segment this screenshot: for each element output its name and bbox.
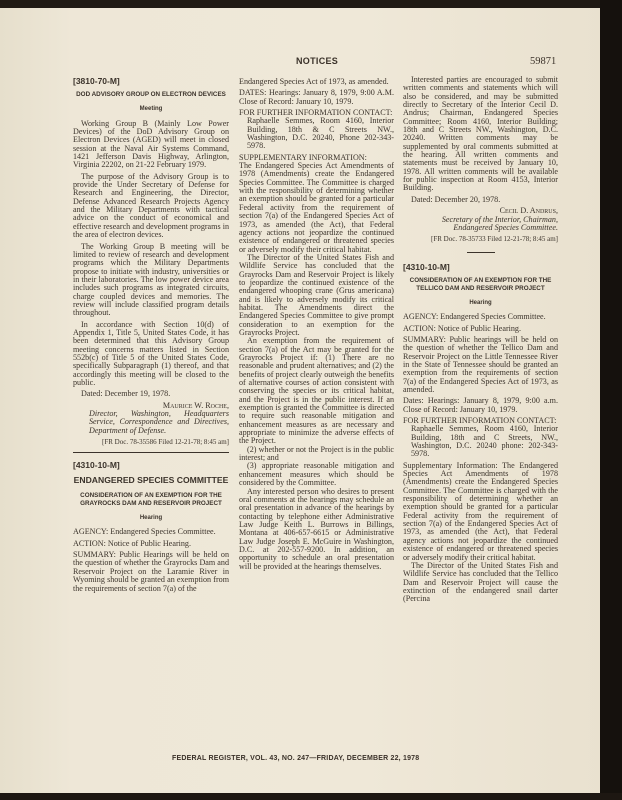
doc-code: [4310-10-M] (73, 460, 120, 471)
paragraph: In accordance with Section 10(d) of Appendix 1, Title 5, United States Code, it has been determined that this Advisory Group meeting concerns matters listed in Section 552b(c) of Title 5 of the United States Code, specifically Subparagraph (1) thereof, and that accordingly this meeting will be closed to the public. (73, 319, 229, 387)
notice-heading: CONSIDERATION OF AN EXEMPTION FOR THE GRAYROCKS DAM AND RESERVOIR PROJECT (80, 492, 222, 508)
action-line: ACTION: Notice of Public Hearing. (73, 538, 192, 548)
paragraph: Endangered Species Act of 1973, as amended. (239, 77, 389, 86)
contact-label: FOR FURTHER INFORMATION CONTACT: (239, 108, 393, 118)
paragraph: Any interested person who desires to present oral comments at the hearings may schedule an oral presentation in advance of the hearings by contacting by telephone either Administrative Law Judge Keith L. Burrows in Billings, Montana at 406-657-6615 or Administrative Law Judge Joseph E. McGuire in Washington, D.C. at 202-557-9200. In addition, an opportunity to schedule an oral presentation will be provided at the hearings themselves. (239, 486, 394, 571)
paragraph: Interested parties are encouraged to submit written comments and statements which will also be considered, and may be submitted directly to Secretary of the Interior Cecil D. Andrus; Chairman, Endangered Species Committee; Room 4160, Interior Building; 18th and C Streets NW., Washington, D.C. 20240. Written comments may be supplemented by oral comments submitted at the hearing. All written comments and statements must be received by January 10, 1978. All written comments will be available for public inspection at Room 4153, Interior Building. (403, 75, 558, 193)
paragraph: (3) appropriate reasonable mitigation and enhancement measures which should be considered by the Committee. (239, 461, 394, 488)
signature-block (403, 207, 558, 232)
running-head: NOTICES (296, 56, 339, 66)
notice-subheading: Hearing (139, 515, 163, 522)
notice-subheading: Meeting (139, 106, 163, 113)
column-3 (403, 76, 558, 604)
section-divider (467, 252, 495, 253)
supplementary-label: SUPPLEMENTARY INFORMATION: (239, 152, 367, 162)
scan-border-bottom (0, 793, 622, 800)
notice-heading: DOD ADVISORY GROUP ON ELECTRON DEVICES (76, 91, 226, 99)
doc-code: [3810-70-M] (73, 76, 120, 86)
page-number: 59871 (530, 56, 557, 67)
summary-paragraph: SUMMARY: Public hearings will be held on the question of whether the Tellico Dam and Reservoir Project on the Little Tennessee River in the State of Tennessee should be granted an exemption from the requirements of section 7(a) of the Endangered Species Act of 1973, as amended. (403, 334, 558, 394)
contact-info: Raphaelle Semmes, Room 4160, Interior Building, 18th and C Streets, NW., Washington, D.C. 20240 phone: 202-343-5978. (411, 424, 558, 459)
column-1 (73, 77, 229, 596)
notice-subheading: Hearing (469, 299, 492, 306)
dates-line: Dates: Hearings: January 8, 1979, 9:00 a.m. Close of Record: January 10, 1979. (403, 396, 558, 414)
section-divider (73, 452, 229, 453)
agency-heading: ENDANGERED SPECIES COMMITTEE (73, 474, 229, 485)
paragraph: The purpose of the Advisory Group is to provide the Under Secretary of Defense for Research and Engineering, the Director, Defense Advanced Research Projects Agency and the Military Departments with tactical advice on the conduct of economical and effective research and development programs in the area of electron devices. (73, 171, 229, 240)
paragraph: The Director of the United States Fish and Wildlife Service has concluded that the Grayrocks Dam and Reservoir Project is likely to jeopardize the continued existence of the endangered whooping crane (Grus americana) and is likely to adversely modify its critical habitat. The Amendments direct the Endangered Species Committee to give prompt consideration to an exemption for the Grayrocks Project. (239, 252, 394, 337)
notice-heading: CONSIDERATION OF AN EXEMPTION FOR THE TELLICO DAM AND RESERVOIR PROJECT (409, 276, 552, 292)
signature-block (73, 402, 229, 435)
contact-label: FOR FURTHER INFORMATION CONTACT: (403, 416, 557, 425)
fr-doc-line: [FR Doc. 78-35733 Filed 12-21-78; 8:45 am] (431, 235, 558, 244)
scan-border-right (600, 0, 622, 800)
paragraph: The Director of the United States Fish and Wildlife Service has concluded that the Tellico Dam and Reservoir Project will cause the extinction of the endangered snail darter (Percina (403, 560, 558, 604)
paragraph: The Endangered Species Act Amendments of 1978 (Amendments) create the Endangered Species Committee. The Committee is charged with the responsibility of determining whether an exemption should be granted for a particular Federal activity from the requirement of section 7(a) of the Endangered Species Act of 1973, as amended (the Act), that Federal agency actions not jeopardize the continued existence of endangered or threatened species or adversely modify their critical habitat. (239, 161, 394, 254)
paragraph: The Working Group B meeting will be limited to review of research and development programs which the Military Departments propose to initiate with industry, universities or in their laboratories. The low power device area includes such programs as integrated circuits, charge coupled devices and memories. The review will include classified program details throughout. (73, 241, 229, 318)
paragraph: An exemption from the requirement of section 7(a) of the Act may be granted for the Grayrocks Project if: (1) There are no reasonable and prudent alternatives; and (2) the benefits of project clearly outweigh the benefits of alternative courses of action consistent with conserving the species or its critical habitat, and the Project is in the public interest. If an exemption is granted the Committee is directed to require such reasonable mitigation and enhancement measures as are necessary and appropriate to minimize the adverse effects of the Project. (239, 336, 394, 446)
paragraph: Supplementary Information: The Endangered Species Act Amendments of 1978 (Amendments) create the Endangered Species Committee. The Committee is charged with the responsibility of determining whether an exemption should be granted for a particular Federal activity from the requirement of section 7(a) of the Endangered Species Act of 1973, as amended (the Act), that Federal agency actions not jeopardize the continued existence of endangered or threatened species or adversely modify their critical habitat. (403, 460, 558, 562)
page-footer: FEDERAL REGISTER, VOL. 43, NO. 247—FRIDAY, DECEMBER 22, 1978 (172, 755, 420, 762)
paragraph: Working Group B (Mainly Low Power Devices) of the DoD Advisory Group on Electron Devices (AGED) will meet in closed session at the Naval Air Systems Command, 1421 Jefferson Davis Highway, Arlington, Virginia 22202, on 21-22 February 1979. (73, 118, 229, 170)
agency-line: AGENCY: Endangered Species Committee. (403, 312, 546, 322)
dates-line: DATES: Hearings: January 8, 1979, 9:00 A.M. Close of Record: January 10, 1979. (239, 88, 394, 106)
paragraph: (2) whether or not the Project is in the public interest; and (239, 444, 394, 463)
dated-line: Dated: December 19, 1978. (81, 389, 171, 399)
signer-name: Cecil D. Andrus, (499, 206, 558, 216)
agency-line: AGENCY: Endangered Species Committee. (73, 527, 216, 537)
action-line: ACTION: Notice of Public Hearing. (403, 323, 522, 333)
signer-title: Director, Washington, Headquarters Service, Correspondence and Directives, Department of Defense. (89, 409, 229, 435)
column-2 (239, 78, 394, 571)
signer-name: Maurice W. Roche, (162, 400, 229, 410)
doc-code: [4310-10-M] (403, 261, 450, 272)
summary-paragraph: SUMMARY: Public Hearings will be held on the question of whether the Grayrocks Dam and Reservoir Project on the Laramie River in Wyoming should be granted an exemption from the requirements of section 7(a) of the (73, 550, 229, 593)
signer-title: Secretary of the Interior, Chairman, Endangered Species Committee. (441, 214, 558, 232)
fr-doc-line: [FR Doc. 78-35586 Filed 12-21-78; 8:45 am] (102, 438, 229, 447)
dated-line: Dated: December 20, 1978. (411, 194, 501, 204)
contact-info: Raphaelle Semmes, Room 4160, Interior Building, 18th & C Streets NW., Washington, D.C. 20240, Phone 202-343-5978. (247, 116, 394, 151)
